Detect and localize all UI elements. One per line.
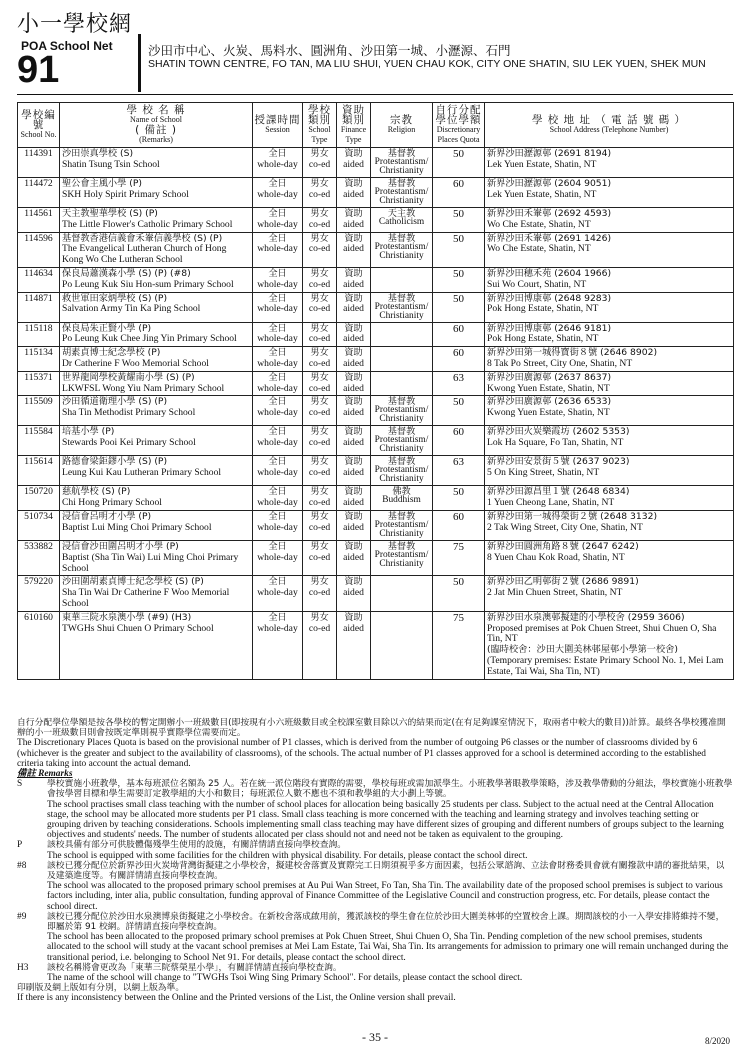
remark-item	[17, 861, 733, 912]
quota-cell: 50	[433, 232, 485, 267]
type-cell: 男女 co-ed	[303, 178, 337, 208]
type-cell: 男女 co-ed	[303, 347, 337, 372]
session-cell: 全日 whole-day	[253, 347, 303, 372]
type-cell: 男女 co-ed	[303, 267, 337, 292]
school-no-cell: 610160	[18, 611, 60, 679]
table-row	[18, 178, 734, 208]
address-cell: 新界沙田博康邨 (2648 9283) Pok Hong Estate, Shatin, NT	[485, 292, 734, 322]
finance-cell: 資助 aided	[337, 426, 371, 456]
school-name-cell: 慈航學校 (S) (P) Chi Hong Primary School	[60, 486, 253, 511]
quota-cell: 50	[433, 208, 485, 233]
print-date: 8/2020	[704, 1036, 730, 1046]
type-cell: 男女 co-ed	[303, 371, 337, 396]
address-cell: 新界沙田第一城得寶街８號 (2646 8902) 8 Tak Po Street, City One, Shatin, NT	[485, 347, 734, 372]
religion-cell	[371, 322, 433, 347]
address-cell: 新界沙田穗禾苑 (2604 1966) Sui Wo Court, Shatin, NT	[485, 267, 734, 292]
address-cell: 新界沙田第一城得榮街２號 (2648 3132) 2 Tak Wing Street, City One, Shatin, NT	[485, 510, 734, 540]
col-quota: 自行分配學位學額 Discretionary Places Quota	[433, 103, 485, 148]
school-table	[17, 102, 734, 680]
religion-cell: 基督教 Protestantism/ Christianity	[371, 232, 433, 267]
col-religion: 宗教 Religion	[371, 103, 433, 148]
remark-key: #8	[17, 860, 27, 871]
religion-cell	[371, 267, 433, 292]
finance-cell: 資助 aided	[337, 347, 371, 372]
religion-cell: 基督教 Protestantism/ Christianity	[371, 292, 433, 322]
net-number: 91	[17, 49, 60, 91]
quota-cell: 60	[433, 322, 485, 347]
type-cell: 男女 co-ed	[303, 540, 337, 575]
school-name-cell: 路德會梁鉅鏐小學 (S) (P) Leung Kui Kau Lutheran Primary School	[60, 456, 253, 486]
school-name-cell: 沙田循道衛理小學 (S) (P) Sha Tin Methodist Primary School	[60, 396, 253, 426]
finance-cell: 資助 aided	[337, 178, 371, 208]
table-row	[18, 347, 734, 372]
religion-cell: 基督教 Protestantism/ Christianity	[371, 510, 433, 540]
col-type: 學校類別 School Type	[303, 103, 337, 148]
school-no-cell: 114596	[18, 232, 60, 267]
session-cell: 全日 whole-day	[253, 510, 303, 540]
remark-text: 該校名稱將會更改為「東華三院蔡榮星小學」，有關詳情請直接向學校查詢。 The name of the school will change to "TWGHs Tsoi Wing Sing Primary School". For details, please contact the school direct.	[47, 962, 523, 984]
table-row	[18, 611, 734, 679]
header-title-zh: 小一學校網	[17, 12, 133, 37]
table-row	[18, 540, 734, 575]
col-finance: 資助類別 Finance Type	[337, 103, 371, 148]
table-row	[18, 426, 734, 456]
remark-item	[17, 840, 733, 860]
quota-cell: 75	[433, 540, 485, 575]
quota-cell: 50	[433, 396, 485, 426]
session-cell: 全日 whole-day	[253, 456, 303, 486]
finance-cell: 資助 aided	[337, 292, 371, 322]
school-name-cell: 沙田崇真學校 (S) Shatin Tsung Tsin School	[60, 148, 253, 178]
remark-key: H3	[17, 962, 29, 973]
session-cell: 全日 whole-day	[253, 371, 303, 396]
quota-cell: 50	[433, 148, 485, 178]
finance-cell: 資助 aided	[337, 208, 371, 233]
school-no-cell: 114472	[18, 178, 60, 208]
remark-text: 該校已獲分配位於沙田水泉澳博泉街擬建之小學校舍。在新校舍落成啟用前，獲派該校的學生會在位於沙田大圍美林邨的空置校舍上課。期間該校的小一入學安排將維持不變，即屬於第 91 校網。詳情請直接向學校查詢。 The school has been allocated to the proposed primary school premises at Pok Chuen Street, Shui Chuen O, Sha Tin. Pending completion of the new school premises, students allocated to the school will study at the vacant school premises at Mei Lam Estate, Tai Wai, Sha Tin. Its arrangements for admission to primary one will remain unchanged during the transitional period, i.e. belonging to School Net 91. For details, please contact the school direct.	[47, 911, 729, 963]
religion-cell	[371, 576, 433, 611]
quota-cell: 60	[433, 426, 485, 456]
col-address: 學 校 地 址 （ 電 話 號 碼 ） School Address (Telephone Number)	[485, 103, 734, 148]
col-school-no: 學校編號 School No.	[18, 103, 60, 148]
address-cell: 新界沙田禾輋邨 (2691 1426) Wo Che Estate, Shatin, NT	[485, 232, 734, 267]
session-cell: 全日 whole-day	[253, 486, 303, 511]
table-row	[18, 396, 734, 426]
quota-cell: 50	[433, 486, 485, 511]
remark-key: S	[17, 779, 23, 790]
finance-cell: 資助 aided	[337, 148, 371, 178]
table-row	[18, 456, 734, 486]
address-cell: 新界沙田火炭樂霞坊 (2602 5353) Lok Ha Square, Fo Tan, Shatin, NT	[485, 426, 734, 456]
session-cell: 全日 whole-day	[253, 396, 303, 426]
quota-cell: 60	[433, 347, 485, 372]
address-cell: 新界沙田乙明邨街２號 (2686 9891) 2 Jat Min Chuen Street, Shatin, NT	[485, 576, 734, 611]
address-cell: 新界沙田禾輋邨 (2692 4593) Wo Che Estate, Shatin, NT	[485, 208, 734, 233]
net-header	[17, 13, 132, 89]
address-cell: 新界沙田博康邨 (2646 9181) Pok Hong Estate, Shatin, NT	[485, 322, 734, 347]
quota-cell: 60	[433, 178, 485, 208]
notes-section	[17, 718, 733, 1004]
session-cell: 全日 whole-day	[253, 292, 303, 322]
quota-cell: 63	[433, 456, 485, 486]
finance-cell: 資助 aided	[337, 540, 371, 575]
table-row	[18, 267, 734, 292]
remark-item	[17, 779, 733, 840]
school-rows	[18, 148, 734, 680]
school-no-cell: 115584	[18, 426, 60, 456]
session-cell: 全日 whole-day	[253, 148, 303, 178]
school-no-cell: 115509	[18, 396, 60, 426]
col-name: 學 校 名 稱 Name of School ( 備註 ) (Remarks)	[60, 103, 253, 148]
religion-cell: 天主教 Catholicism	[371, 208, 433, 233]
type-cell: 男女 co-ed	[303, 148, 337, 178]
address-cell: 新界沙田圓洲角路８號 (2647 6242) 8 Yuen Chau Kok Road, Shatin, NT	[485, 540, 734, 575]
religion-cell: 基督教 Protestantism/ Christianity	[371, 148, 433, 178]
type-cell: 男女 co-ed	[303, 232, 337, 267]
religion-cell: 基督教 Protestantism/ Christianity	[371, 426, 433, 456]
type-cell: 男女 co-ed	[303, 292, 337, 322]
table-row	[18, 486, 734, 511]
school-name-cell: 聖公會主風小學 (P) SKH Holy Spirit Primary School	[60, 178, 253, 208]
type-cell: 男女 co-ed	[303, 208, 337, 233]
print-note-en: If there is any inconsistency between the Online and the Printed versions of the List, the Online version shall prevail.	[17, 993, 456, 1004]
religion-cell: 基督教 Protestantism/ Christianity	[371, 178, 433, 208]
quota-cell: 60	[433, 510, 485, 540]
table-row	[18, 322, 734, 347]
finance-cell: 資助 aided	[337, 396, 371, 426]
table-row	[18, 510, 734, 540]
school-name-cell: 沙田圍胡素貞博士紀念學校 (S) (P) Sha Tin Wai Dr Catherine F Woo Memorial School	[60, 576, 253, 611]
remark-item	[17, 912, 733, 963]
session-cell: 全日 whole-day	[253, 540, 303, 575]
remark-text: 學校實施小班教學，基本每班派位名額為 25 人。若在統一派位階段有實際的需要，學校每班或需加派學生。小班教學著眼教學策略，涉及教學帶動的分組法，學校實施小班教學會按學習目標和學生需要訂定教學組的大小和數目；每班派位人數不應也不須和教學組的大小劃上等號。 The school practises small class teaching with the number of school places for allocation being basically 25 students per class. Subject to the actual need at the Central Allocation stage, the school may be allocated more students per P1 class. Small class teaching is more concerned with the teaching and learning strategy and involves teaching setting or grouping driven by teaching considerations. Schools implementing small class teaching may have different sizes of grouping and different numbers of groups subject to the learning objectives and students' needs. The number of students allocated per class should not and need not be taken as equivalent to the grouping.	[47, 779, 733, 841]
quota-cell: 63	[433, 371, 485, 396]
area-zh: 沙田市中心、火炭、馬料水、圓洲角、沙田第一城、小瀝源、石門	[148, 43, 511, 58]
print-note-zh: 印刷版及網上版如有分別，以網上版為準。	[17, 983, 185, 994]
table-row	[18, 208, 734, 233]
address-cell: 新界沙田廣源邨 (2637 8637) Kwong Yuen Estate, Shatin, NT	[485, 371, 734, 396]
address-cell: 新界沙田瀝源邨 (2691 8194) Lek Yuen Estate, Shatin, NT	[485, 148, 734, 178]
table-row	[18, 576, 734, 611]
remark-text: 該校具備有部分可供肢體傷殘學生使用的設施，有關詳情請直接向學校查詢。 The school is equipped with some facilities for the children with physical disability. For details, please contact the school direct.	[47, 840, 528, 861]
remark-key: #9	[17, 911, 27, 922]
school-name-cell: 培基小學 (P) Stewards Pooi Kei Primary School	[60, 426, 253, 456]
religion-cell: 基督教 Protestantism/ Christianity	[371, 540, 433, 575]
session-cell: 全日 whole-day	[253, 611, 303, 679]
school-no-cell: 114561	[18, 208, 60, 233]
school-no-cell: 114391	[18, 148, 60, 178]
remarks-list	[17, 779, 733, 983]
session-cell: 全日 whole-day	[253, 208, 303, 233]
table-row	[18, 232, 734, 267]
address-cell: 新界沙田源昌里１號 (2648 6834) 1 Yuen Cheong Lane, Shatin, NT	[485, 486, 734, 511]
school-no-cell: 115614	[18, 456, 60, 486]
religion-cell: 基督教 Protestantism/ Christianity	[371, 456, 433, 486]
school-no-cell: 114634	[18, 267, 60, 292]
school-name-cell: 基督教香港信義會禾輋信義學校 (S) (P) The Evangelical Lutheran Church of Hong Kong Wo Che Lutheran School	[60, 232, 253, 267]
address-cell: 新界沙田水泉澳邨擬建的小學校舍 (2959 3606) Proposed premises at Pok Chuen Street, Shui Chuen O, Sha Tin, NT (臨時校舍：沙田大圍美林邨屋邨小學第一校舍) (Temporary premises: Estate Primary School No. 1, Mei Lam Estate, Tai Wai, Sha Tin, NT)	[485, 611, 734, 679]
religion-cell: 基督教 Protestantism/ Christianity	[371, 396, 433, 426]
quota-cell: 75	[433, 611, 485, 679]
school-name-cell: 天主教聖華學校 (S) (P) The Little Flower's Catholic Primary School	[60, 208, 253, 233]
header-divider	[138, 34, 141, 92]
remark-text: 該校已獲分配位於新界沙田火炭坳背灣街擬建之小學校舍，擬建校舍落實及實際完工日期須視乎多方面因素，包括公眾諮詢、立法會財務委員會就有關撥款申請的審批結果，以及建築進度等。有關詳情請直接向學校查詢。 The school was allocated to the proposed primary school premises at Au Pui Wan Street, Fo Tan, Sha Tin. The availability date of the proposed school premises is subject to various factors including, inter alia, public consultation, funding approval of Finance Committee of the Legislative Council and construction progress, etc. For details, please contact the school direct.	[47, 860, 725, 912]
session-cell: 全日 whole-day	[253, 178, 303, 208]
session-cell: 全日 whole-day	[253, 232, 303, 267]
finance-cell: 資助 aided	[337, 576, 371, 611]
header-rule	[17, 94, 733, 95]
finance-cell: 資助 aided	[337, 510, 371, 540]
type-cell: 男女 co-ed	[303, 426, 337, 456]
finance-cell: 資助 aided	[337, 456, 371, 486]
quota-note-zh: 自行分配學位學額是按各學校的暫定開辦小一班級數目(即按現有小六班級數目或全校課室數目除以六的結果而定(在有足夠課室情況下，取兩者中較大的數目))計算。最終各學校獲准開辦的小一班級數目則會按既定準則視乎實際學位需要而定。	[17, 718, 726, 739]
table-row	[18, 371, 734, 396]
type-cell: 男女 co-ed	[303, 322, 337, 347]
remark-key: P	[17, 840, 23, 851]
remarks-title: 備註 Remarks	[17, 769, 73, 780]
school-name-cell: 浸信會呂明才小學 (P) Baptist Lui Ming Choi Primary School	[60, 510, 253, 540]
school-name-cell: 東華三院水泉澳小學 (#9) (H3) TWGHs Shui Chuen O Primary School	[60, 611, 253, 679]
quota-cell: 50	[433, 267, 485, 292]
school-no-cell: 114871	[18, 292, 60, 322]
religion-cell: 佛教 Buddhism	[371, 486, 433, 511]
table-row	[18, 148, 734, 178]
quota-cell: 50	[433, 576, 485, 611]
school-no-cell: 533882	[18, 540, 60, 575]
type-cell: 男女 co-ed	[303, 611, 337, 679]
address-cell: 新界沙田瀝源邨 (2604 9051) Lek Yuen Estate, Shatin, NT	[485, 178, 734, 208]
session-cell: 全日 whole-day	[253, 322, 303, 347]
table-row	[18, 292, 734, 322]
type-cell: 男女 co-ed	[303, 510, 337, 540]
type-cell: 男女 co-ed	[303, 396, 337, 426]
area-en: SHATIN TOWN CENTRE, FO TAN, MA LIU SHUI, YUEN CHAU KOK, CITY ONE SHATIN, SIU LEK YUEN, SHEK MUN	[148, 58, 706, 70]
table-header-row	[18, 103, 734, 148]
session-cell: 全日 whole-day	[253, 576, 303, 611]
address-cell: 新界沙田廣源邨 (2636 6533) Kwong Yuen Estate, Shatin, NT	[485, 396, 734, 426]
finance-cell: 資助 aided	[337, 611, 371, 679]
type-cell: 男女 co-ed	[303, 456, 337, 486]
religion-cell	[371, 347, 433, 372]
school-no-cell: 510734	[18, 510, 60, 540]
page-number: - 35 -	[362, 1030, 388, 1044]
finance-cell: 資助 aided	[337, 232, 371, 267]
school-no-cell: 115371	[18, 371, 60, 396]
school-no-cell: 115134	[18, 347, 60, 372]
finance-cell: 資助 aided	[337, 486, 371, 511]
religion-cell	[371, 371, 433, 396]
school-no-cell: 579220	[18, 576, 60, 611]
school-name-cell: 世界龍岡學校黃耀南小學 (S) (P) LKWFSL Wong Yiu Nam Primary School	[60, 371, 253, 396]
finance-cell: 資助 aided	[337, 267, 371, 292]
type-cell: 男女 co-ed	[303, 486, 337, 511]
header-title-en: POA School Net	[21, 39, 113, 53]
remark-item	[17, 963, 733, 983]
school-name-cell: 胡素貞博士紀念學校 (P) Dr Catherine F Woo Memorial School	[60, 347, 253, 372]
religion-cell	[371, 611, 433, 679]
school-name-cell: 保良局蕭漢森小學 (S) (P) (#8) Po Leung Kuk Siu Hon-sum Primary School	[60, 267, 253, 292]
address-cell: 新界沙田安景街５號 (2637 9023) 5 On King Street, Shatin, NT	[485, 456, 734, 486]
school-name-cell: 保良局朱正賢小學 (P) Po Leung Kuk Chee Jing Yin Primary School	[60, 322, 253, 347]
type-cell: 男女 co-ed	[303, 576, 337, 611]
finance-cell: 資助 aided	[337, 371, 371, 396]
session-cell: 全日 whole-day	[253, 426, 303, 456]
quota-cell: 50	[433, 292, 485, 322]
quota-note-en: The Discretionary Places Quota is based on the provisional number of P1 classes, which is derived from the number of outgoing P6 classes or the number of classrooms divided by 6 (whichever is the greater and subject to the availability of classrooms), of the schools. The actual number of P1 classes approved for a school is determined according to the established criteria taking into account the actual demand.	[17, 738, 706, 769]
school-name-cell: 救世軍田家炳學校 (S) (P) Salvation Army Tin Ka Ping School	[60, 292, 253, 322]
school-no-cell: 150720	[18, 486, 60, 511]
school-name-cell: 浸信會沙田圍呂明才小學 (P) Baptist (Sha Tin Wai) Lui Ming Choi Primary School	[60, 540, 253, 575]
session-cell: 全日 whole-day	[253, 267, 303, 292]
finance-cell: 資助 aided	[337, 322, 371, 347]
col-session: 授課時間 Session	[253, 103, 303, 148]
school-no-cell: 115118	[18, 322, 60, 347]
